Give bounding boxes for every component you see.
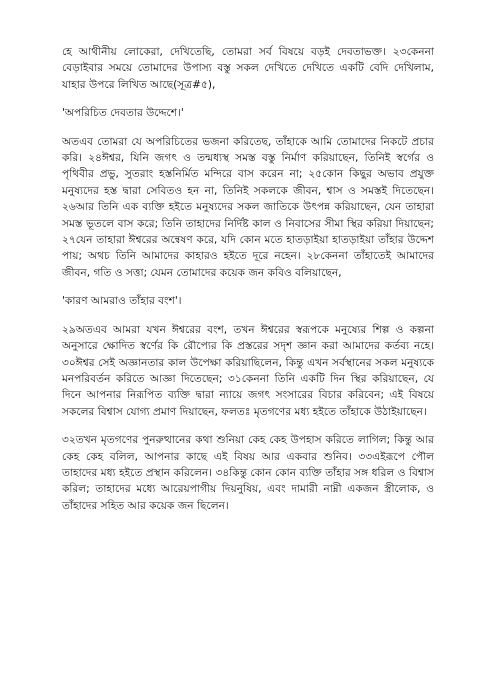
- altar-inscription-quote: 'অপরিচিত দেবতার উদ্দেশে।': [62, 107, 184, 120]
- paragraph-athenians: হে আথীনীয় লোকেরা, দেখিতেছি, তোমরা সর্ব বিষয়ে বড়ই দেবতাভক্ত। ২৩কেননা বেড়াইবার সময়ে তোমাদের উপাস্য বস্তু সকল দেখিতে দেখিতে একটি বেদি দেখিলাম, যাহার উপরে লিখিত আছে(সূত্র#৫),: [62, 46, 434, 91]
- paragraph-unknown-god: অতএব তোমরা যে অপরিচিতের ভজনা করিতেছ, তাঁহাকে আমি তোমাদের নিকটে প্রচার করি। ২৪ঈশ্বর, যিনি জগৎ ও তন্মধ্যস্থ সমস্ত বস্তু নির্মাণ করিয়াছেন, তিনিই স্বর্গের ও পৃথিবীর প্রভু, সুতরাং হস্তনির্মিত মন্দিরে বাস করেন না; ২৫কোন কিছুর অভাব প্রযুক্ত মনুষ্যদের হস্ত দ্বারা সেবিতও হন না, তিনিই সকলকে জীবন, শ্বাস ও সমস্তই দিতেছেন। ২৬আর তিনি এক ব্যক্তি হইতে মনুষ্যদের সকল জাতিকে উৎপন্ন করিয়াছেন, যেন তাহারা সমস্ত ভূতলে বাস করে; তিনি তাহাদের নির্দিষ্ট কাল ও নিবাসের সীমা স্থির করিয়া দিয়াছেন; ২৭যেন তাহারা ঈশ্বরের অন্বেষণ করে, যদি কোন মতে হাতড়াইয়া হাতড়াইয়া তাঁহার উদ্দেশ পায়; অথচ তিনি আমাদের কাহারও হইতে দূরে নহেন। ২৮কেননা তাঁহাতেই আমাদের জীবন, গতি ও সত্তা; যেমন তোমাদের কয়েক জন কবিও বলিয়াছেন,: [62, 135, 434, 279]
- poets-quote: 'কারণ আমরাও তাঁহার বংশ'।: [62, 295, 182, 308]
- paragraph-resurrection-response: ৩২তখন মৃতগণের পুনরুত্থানের কথা শুনিয়া কেহ কেহ উপহাস করিতে লাগিল; কিন্তু আর কেহ কেহ বলিল, আপনার কাছে এই বিষয় আর একবার শুনিব। ৩৩এইরূপে পৌল তাহাদের মধ্য হইতে প্রস্থান করিলেন। ৩৪কিন্তু কোন কোন ব্যক্তি তাঁহার সঙ্গ ধরিল ও বিশ্বাস করিল; তাহাদের মধ্যে আরেয়পাগীয় দিয়নুষিয়, এবং দামারী নাম্নী একজন স্ত্রীলোক, ও তাঁহাদের সহিত আর কয়েক জন ছিলেন।: [62, 434, 434, 512]
- document-page: [62, 44, 434, 526]
- paragraph-offspring-of-god: ২৯অতএব আমরা যখন ঈশ্বরের বংশ, তখন ঈশ্বরের স্বরূপকে মনুষ্যের শিল্প ও কল্পনা অনুসারে ক্ষোদিত স্বর্ণের কি রৌপ্যের কি প্রস্তরের সদৃশ জ্ঞান করা আমাদের কর্তব্য নহে। ৩০ঈশ্বর সেই অজ্ঞানতার কাল উপেক্ষা করিয়াছিলেন, কিন্তু এখন সর্বস্থানের সকল মনুষ্যকে মনপরিবর্তন করিতে আজ্ঞা দিতেছেন; ৩১কেননা তিনি একটি দিন স্থির করিয়াছেন, যে দিনে আপনার নিরূপিত ব্যক্তি দ্বারা ন্যায়ে জগৎ সংসারের বিচার করিবেন; এই বিষয়ে সকলের বিশ্বাস যোগ্য প্রমাণ দিয়াছেন, ফলতঃ মৃতগণের মধ্য হইতে তাঁহাকে উঠাইয়াছেন।: [62, 323, 434, 418]
